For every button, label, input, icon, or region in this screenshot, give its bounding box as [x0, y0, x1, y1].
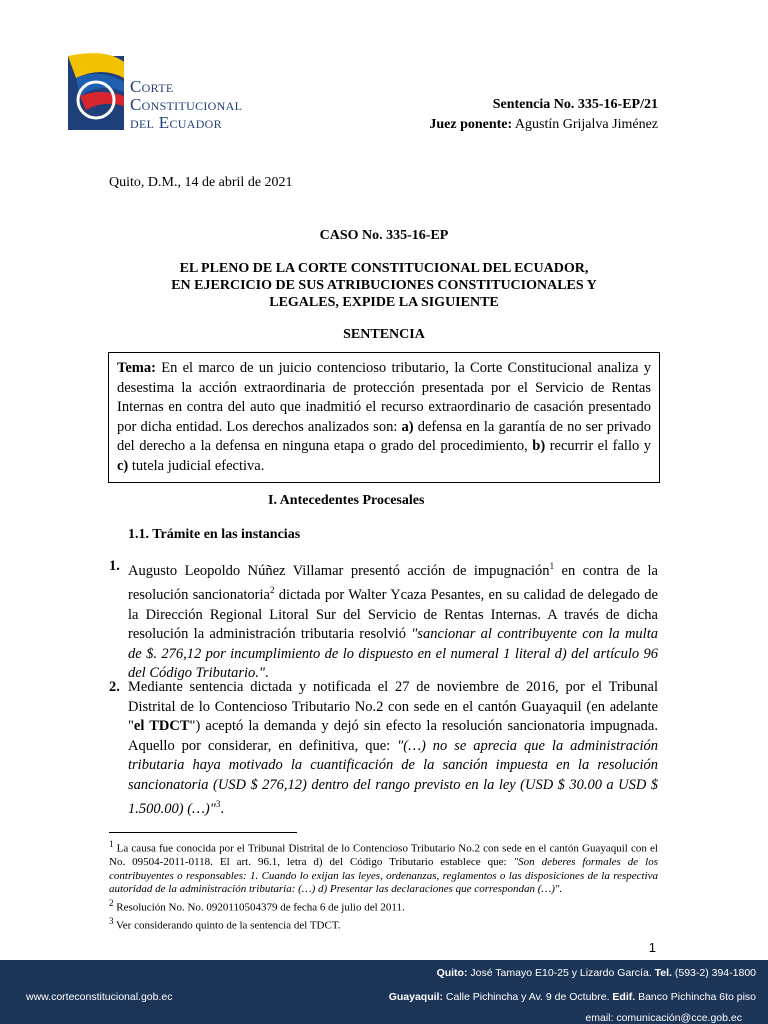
logo-line-1: Corte	[130, 77, 174, 96]
p2-bold: el TDCT	[133, 718, 190, 734]
pleno-heading	[109, 260, 659, 311]
paragraph-1	[109, 557, 658, 684]
page-footer	[0, 960, 768, 1024]
juez-label: Juez ponente:	[429, 117, 513, 132]
tema-box	[108, 352, 660, 483]
gye-address: Calle Pichincha y Av. 9 de Octubre.	[442, 991, 613, 1003]
p1-footnote-ref-1[interactable]: 1	[549, 561, 555, 571]
tema-label: Tema:	[117, 360, 156, 376]
p1-footnote-ref-2[interactable]: 2	[269, 585, 275, 596]
sentencia-title: SENTENCIA	[343, 327, 425, 342]
tel-label: Tel.	[654, 967, 672, 979]
footnote-2-number: 2	[109, 897, 114, 908]
pleno-line-2: EN EJERCICIO DE SUS ATRIBUCIONES CONSTITUCIONALES Y	[171, 278, 597, 293]
footnote-1-text: La causa fue conocida por el Tribunal Distrital de lo Contencioso Tributario No.2 con sede en el cantón Guayaquil con el No. 09504-2011-0118. El art. 96.1, letra d) del Código Tributario establece que:	[109, 842, 658, 869]
footnote-3	[109, 915, 658, 933]
tema-text-1: En el marco de un juicio contencioso tributario, la Corte Constitucional analiza y desestima la acción extraordinaria de protección presentada por el Servicio de Rentas Internas en contra del auto que inadmitió el recurso extraordinario de casación presentado por dicha entidad. Los derechos analizados son:	[117, 360, 651, 435]
paragraph-1-number: 1.	[109, 558, 120, 574]
paragraph-2-number: 2.	[109, 679, 120, 695]
tema-b: b)	[532, 438, 546, 454]
page-number: 1	[648, 940, 656, 955]
p1-quote: "sancionar al contribuyente con la multa de $. 276,12 por incumplimiento de lo dispuesto en el numeral 1 literal d) del artículo 96 del Código Tributario."	[128, 626, 658, 682]
footer-email[interactable]: email: comunicación@cce.gob.ec	[585, 1012, 742, 1024]
p2-footnote-ref-3[interactable]: 3	[215, 799, 221, 809]
footnote-1-number: 1	[109, 839, 114, 849]
tema-text-2: defensa en la garantía de no ser privado del derecho a la defensa en ninguna etapa o grado del procedimiento,	[117, 418, 651, 454]
p2-text-2: ") aceptó la demanda y dejó sin efecto la resolución sancionatoria impugnada. Aquello por considerar, en definitiva, que:	[128, 718, 658, 754]
court-emblem-icon	[66, 48, 128, 132]
p1-text-2: en contra de la resolución sancionatoria	[128, 562, 658, 604]
footer-quito	[437, 967, 756, 979]
tema-text-4: tutela judicial efectiva.	[128, 457, 265, 474]
footnote-divider	[109, 832, 297, 833]
document-date: Quito, D.M., 14 de abril de 2021	[109, 175, 293, 190]
p2-quote: "(…) no se aprecia que la administración tributaria haya motivado la cuantificación de la sanción impuesta en la resolución sancionatoria (USD $ 276,12) dentro del rango previsto en la ley (USD $ 30.00 a USD $ 1.500.00) (…)"	[128, 737, 658, 817]
tema-text-3: recurrir el fallo y	[545, 438, 651, 454]
p1-text-1: Augusto Leopoldo Núñez Villamar presentó acción de impugnación	[128, 562, 550, 579]
footnote-3-text: Ver considerando quinto de la sentencia del TDCT.	[113, 919, 341, 932]
edif-text: Banco Pichincha 6to piso	[635, 991, 756, 1003]
footnote-3-number: 3	[109, 915, 114, 926]
juez-line	[429, 115, 658, 135]
p2-text-3: .	[220, 800, 224, 817]
tema-a: a)	[401, 418, 414, 435]
footer-guayaquil	[389, 991, 756, 1003]
tema-c: c)	[117, 457, 129, 474]
case-reference	[429, 95, 658, 135]
logo-line-2: Constitucional	[130, 95, 243, 114]
edif-label: Edif.	[612, 991, 636, 1003]
footnote-2	[109, 897, 658, 915]
footnote-2-text: Resolución No. No. 0920110504379 de fecha 6 de julio del 2011.	[113, 901, 405, 914]
pleno-line-3: LEGALES, EXPIDE LA SIGUIENTE	[269, 295, 499, 310]
caso-title: CASO No. 335-16-EP	[319, 228, 449, 243]
quito-address: José Tamayo E10-25 y Lizardo García.	[467, 967, 655, 979]
footnotes	[109, 838, 658, 933]
section-heading: I. Antecedentes Procesales	[268, 493, 425, 508]
sentencia-number: Sentencia No. 335-16-EP/21	[492, 97, 658, 112]
footnote-1-quote: "Son deberes formales de los contribuyentes o responsables: 1. Cuando lo exijan las leyes, ordenanzas, reglamentos o las disposiciones de la respectiva autoridad de la administración tributaria: (…) d) Presentar las declaraciones que correspondan (…)".	[109, 856, 658, 896]
juez-name: Agustín Grijalva Jiménez	[514, 117, 658, 132]
quito-label: Quito:	[436, 967, 468, 979]
logo-text	[130, 78, 242, 132]
footer-website[interactable]: www.corteconstitucional.gob.ec	[26, 991, 173, 1003]
gye-label: Guayaquil:	[388, 991, 443, 1003]
paragraph-2	[109, 678, 658, 819]
pleno-line-1: EL PLENO DE LA CORTE CONSTITUCIONAL DEL ECUADOR,	[179, 261, 589, 276]
subsection-heading: 1.1. Trámite en las instancias	[128, 527, 301, 542]
logo-line-3: del Ecuador	[130, 113, 222, 132]
court-logo	[66, 48, 286, 138]
tel-number: (593-2) 394-1800	[671, 967, 756, 979]
p1-text-4: .	[265, 665, 269, 682]
footnote-1	[109, 838, 658, 897]
p1-text-3: dictada por Walter Ycaza Pesantes, en su calidad de delegado de la Dirección Regional Litoral Sur del Servicio de Rentas Internas. A través de dicha resolución la administración tributaria resolvió	[128, 587, 658, 643]
p2-text-1: Mediante sentencia dictada y notificada el 27 de noviembre de 2016, por el Tribunal Distrital de lo Contencioso Tributario No.2 con sede en el cantón Guayaquil (en adelante "	[128, 679, 658, 734]
